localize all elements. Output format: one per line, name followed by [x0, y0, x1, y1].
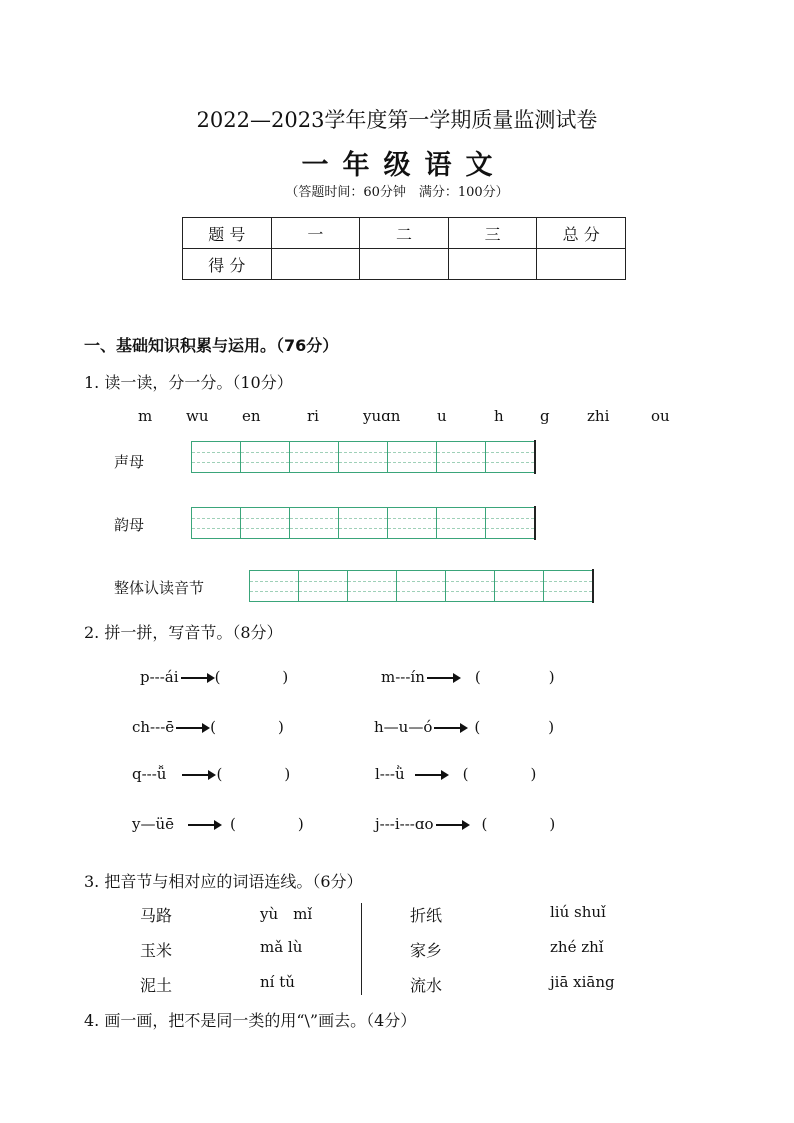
paren-close: ) [548, 668, 555, 686]
syllable: ri [307, 407, 319, 425]
spell-item [375, 765, 536, 783]
syllable: m [138, 407, 153, 425]
exam-info: （答题时间：60分钟 满分：100分） [285, 185, 509, 200]
paren-open: ( [230, 815, 236, 833]
score-cell[interactable] [448, 249, 537, 280]
score-table-header-row [183, 218, 626, 249]
spell-syllable: h—u—ó [374, 718, 433, 736]
syllable: h [494, 407, 504, 425]
score-header-cell: 题 号 [183, 218, 272, 249]
paren-open: ( [216, 765, 223, 783]
paren-close: ) [549, 815, 556, 833]
exam-subtitle: 一年级语文 [301, 150, 507, 181]
spell-item [375, 815, 555, 833]
arrow-icon [427, 677, 459, 679]
pinyin-right[interactable]: jiā xiāng [550, 973, 615, 991]
pinyin-right[interactable]: zhé zhǐ [550, 938, 604, 956]
spell-syllable: l---ǜ [375, 765, 405, 783]
paren-open: ( [474, 668, 481, 686]
paren-open: ( [214, 668, 221, 686]
spell-syllable: j---i---ɑo [375, 815, 434, 833]
word-right[interactable]: 家乡 [410, 941, 443, 960]
score-row-label: 得 分 [183, 249, 272, 280]
question-2-title: 2. 拼一拼，写音节。（8分） [84, 623, 283, 642]
spell-syllable: ch---ē [132, 718, 175, 736]
paren-open: ( [481, 815, 488, 833]
word-left[interactable]: 玉米 [140, 941, 173, 960]
spell-item [132, 718, 284, 736]
syllable: ou [651, 407, 670, 425]
syllable: en [242, 407, 261, 425]
pinyin-left[interactable]: ní tǔ [260, 973, 295, 991]
score-table [182, 217, 626, 280]
question-4-title: 4. 画一画，把不是同一类的用“\”画去。（4分） [84, 1011, 417, 1030]
spell-item [381, 668, 555, 686]
question-3-title: 3. 把音节与相对应的词语连线。（6分） [84, 872, 363, 891]
score-cell[interactable] [271, 249, 360, 280]
syllable: wu [186, 407, 209, 425]
paren-close: ) [548, 718, 555, 736]
spell-item [132, 815, 304, 833]
word-left[interactable]: 泥土 [140, 976, 173, 995]
score-header-cell: 二 [360, 218, 449, 249]
score-header-cell: 总 分 [537, 218, 626, 249]
word-left[interactable]: 马路 [140, 906, 173, 925]
writing-grid-finals[interactable] [191, 507, 536, 540]
spell-syllable: q---ǚ [132, 765, 167, 783]
syllable: yuɑn [363, 407, 401, 425]
section-1-title: 一、基础知识积累与运用。（76分） [84, 336, 339, 355]
pinyin-left[interactable]: yù mǐ [260, 905, 313, 923]
score-cell[interactable] [537, 249, 626, 280]
label-finals: 韵母 [114, 516, 145, 534]
word-right[interactable]: 流水 [410, 976, 443, 995]
exam-title: 2022—2023学年度第一学期质量监测试卷 [196, 108, 598, 132]
score-cell[interactable] [360, 249, 449, 280]
score-header-cell: 一 [271, 218, 360, 249]
spell-syllable: y—üē [132, 815, 175, 833]
word-right[interactable]: 折纸 [410, 906, 443, 925]
paren-open: ( [462, 765, 469, 783]
paren-close: ) [297, 815, 304, 833]
pinyin-left[interactable]: mǎ lù [260, 938, 303, 956]
spell-item [140, 668, 288, 686]
paren-close: ) [284, 765, 291, 783]
pinyin-right[interactable]: liú shuǐ [550, 903, 606, 921]
paren-open: ( [210, 718, 217, 736]
writing-grid-whole-syllables[interactable] [249, 570, 594, 603]
paren-close: ) [278, 718, 284, 736]
arrow-icon [181, 677, 213, 679]
writing-grid-initials[interactable] [191, 441, 536, 474]
score-header-cell: 三 [448, 218, 537, 249]
label-initials: 声母 [114, 453, 145, 471]
spell-syllable: m---ín [381, 668, 425, 686]
syllable: zhi [587, 407, 610, 425]
label-whole-syllables: 整体认读音节 [114, 579, 205, 597]
paren-open: ( [474, 718, 481, 736]
syllable: u [437, 407, 447, 425]
arrow-icon [434, 727, 466, 729]
spell-item [374, 718, 554, 736]
arrow-icon [188, 824, 220, 826]
spell-item [132, 765, 290, 783]
syllable: g [540, 407, 550, 425]
divider-line [361, 903, 362, 995]
arrow-icon [436, 824, 468, 826]
arrow-icon [415, 774, 447, 776]
paren-close: ) [282, 668, 289, 686]
paren-close: ) [530, 765, 537, 783]
spell-syllable: p---ái [140, 668, 179, 686]
question-1-title: 1. 读一读，分一分。（10分） [84, 373, 293, 392]
arrow-icon [182, 774, 214, 776]
score-table-score-row [183, 249, 626, 280]
arrow-icon [176, 727, 208, 729]
